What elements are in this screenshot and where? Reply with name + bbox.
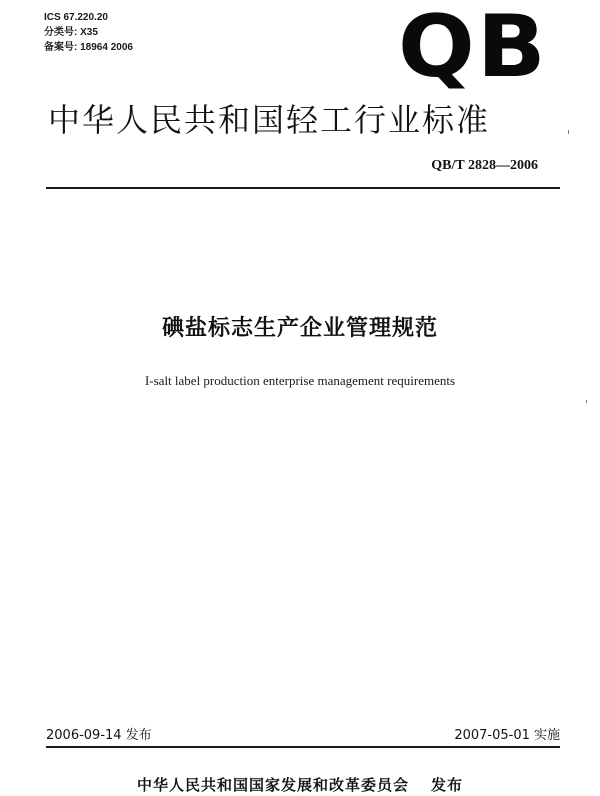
- ics-code: ICS 67.220.20: [44, 12, 108, 23]
- publisher-name: 中华人民共和国国家发展和改革委员会: [136, 776, 409, 794]
- scan-artifact: [586, 400, 587, 403]
- classification-number: 分类号: X35: [44, 27, 98, 38]
- implementation-date: 2007-05-01 实施: [454, 728, 560, 743]
- qb-logo: QB: [398, 0, 548, 97]
- document-title-chinese: 碘盐标志生产企业管理规范: [161, 316, 438, 341]
- publisher-action: 发布: [431, 776, 464, 794]
- issue-date: 2006-09-14 发布: [46, 728, 152, 743]
- header-divider: [46, 187, 560, 189]
- publisher-line: [0, 775, 600, 795]
- scan-artifact: [568, 130, 569, 134]
- record-number: 备案号: 18964 2006: [44, 42, 133, 53]
- document-title-english: I-salt label production enterprise management requirements: [144, 373, 456, 388]
- standard-code: QB/T 2828—2006: [431, 158, 538, 173]
- standard-category-title: 中华人民共和国轻工行业标准: [48, 101, 491, 139]
- classification-block: [44, 10, 133, 55]
- footer-divider: [46, 746, 560, 748]
